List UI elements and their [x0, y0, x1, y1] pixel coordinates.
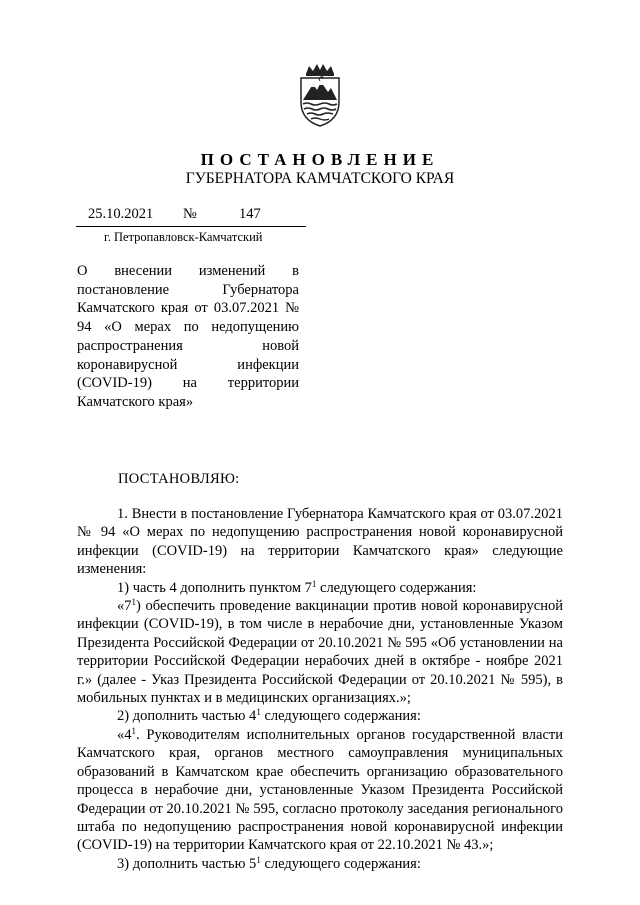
- coat-of-arms-icon: [293, 62, 347, 128]
- document-subject: [77, 262, 299, 412]
- paragraph-6-text: 3) дополнить частью 5: [117, 855, 257, 872]
- superscript: 1: [256, 854, 261, 865]
- paragraph-5: [77, 726, 563, 855]
- paragraph-3: [77, 597, 563, 707]
- superscript: 1: [311, 578, 317, 589]
- superscript: 1: [131, 725, 136, 736]
- number-sign: №: [183, 206, 197, 222]
- paragraph-5-text: . Руководителям исполнительных органов государственной власти Камчатского края, органов местного самоуправления муниципальных образований в Камчатском крае обеспечить организацию образовательного процесса в нерабочие дни, установленные Указом Президента Российской Федерации от 20.10.2021 № 595, согласно протоколу заседания регионального штаба по недопущению распространения новой коронавирусной инфекции (COVID-19) на территории Камчатского края от 22.10.2021 № 43.»;: [77, 726, 563, 854]
- paragraph-1: 1. Внести в постановление Губернатора Камчатского края от 03.07.2021 № 94 «О мерах по недопущению распространения новой коронавирусной инфекции (COVID-19) на территории Камчатского края» следующие изменения:: [77, 506, 563, 578]
- paragraph-2-tail: следующего содержания:: [316, 579, 477, 596]
- paragraph-4-tail: следующего содержания:: [260, 708, 421, 725]
- document-body: [77, 505, 563, 873]
- paragraph-2-text: 1) часть 4 дополнить пунктом 7: [117, 579, 312, 596]
- subject-text: О внесении изменений в постановление Губернатора Камчатского края от 03.07.2021 № 94 «О мерах по недопущению распространения новой коронавирусной инфекции (COVID-19) на территории: [77, 263, 299, 392]
- document-subtitle: ГУБЕРНАТОРА КАМЧАТСКОГО КРАЯ: [185, 170, 455, 187]
- superscript: 1: [256, 707, 261, 718]
- decree-heading: ПОСТАНОВЛЯЮ:: [118, 471, 240, 487]
- paragraph-6: [77, 855, 563, 873]
- paragraph-5-start: «4: [117, 726, 132, 743]
- paragraph-3-text: ) обеспечить проведение вакцинации против новой коронавирусной инфекции (COVID-19), в том числе в нерабочие дни, установленные Указом Президента Российской Федерации от 20.10.2021 № 595 «Об установлении на территории Российской Федерации нерабочих дней в октябре - ноябре 2021 г.» (далее - Указ Президента Российской Федерации от 20.10.2021 № 595), в мобильных пунктах и в медицинских организациях.»;: [77, 598, 563, 707]
- document-date: 25.10.2021: [88, 206, 154, 222]
- document-title: ПОСТАНОВЛЕНИЕ: [200, 150, 440, 169]
- paragraph-4: [77, 707, 563, 725]
- date-number-row: [76, 206, 306, 227]
- subject-text-end: Камчатского края»: [77, 393, 194, 410]
- document-place: г. Петропавловск-Камчатский: [104, 230, 263, 244]
- paragraph-4-text: 2) дополнить частью 4: [117, 708, 257, 725]
- paragraph-2: [77, 579, 563, 597]
- paragraph-3-start: «7: [117, 598, 132, 615]
- superscript: 1: [131, 597, 136, 608]
- document-meta: [76, 206, 306, 245]
- document-number: 147: [239, 206, 261, 222]
- paragraph-6-tail: следующего содержания:: [260, 855, 421, 872]
